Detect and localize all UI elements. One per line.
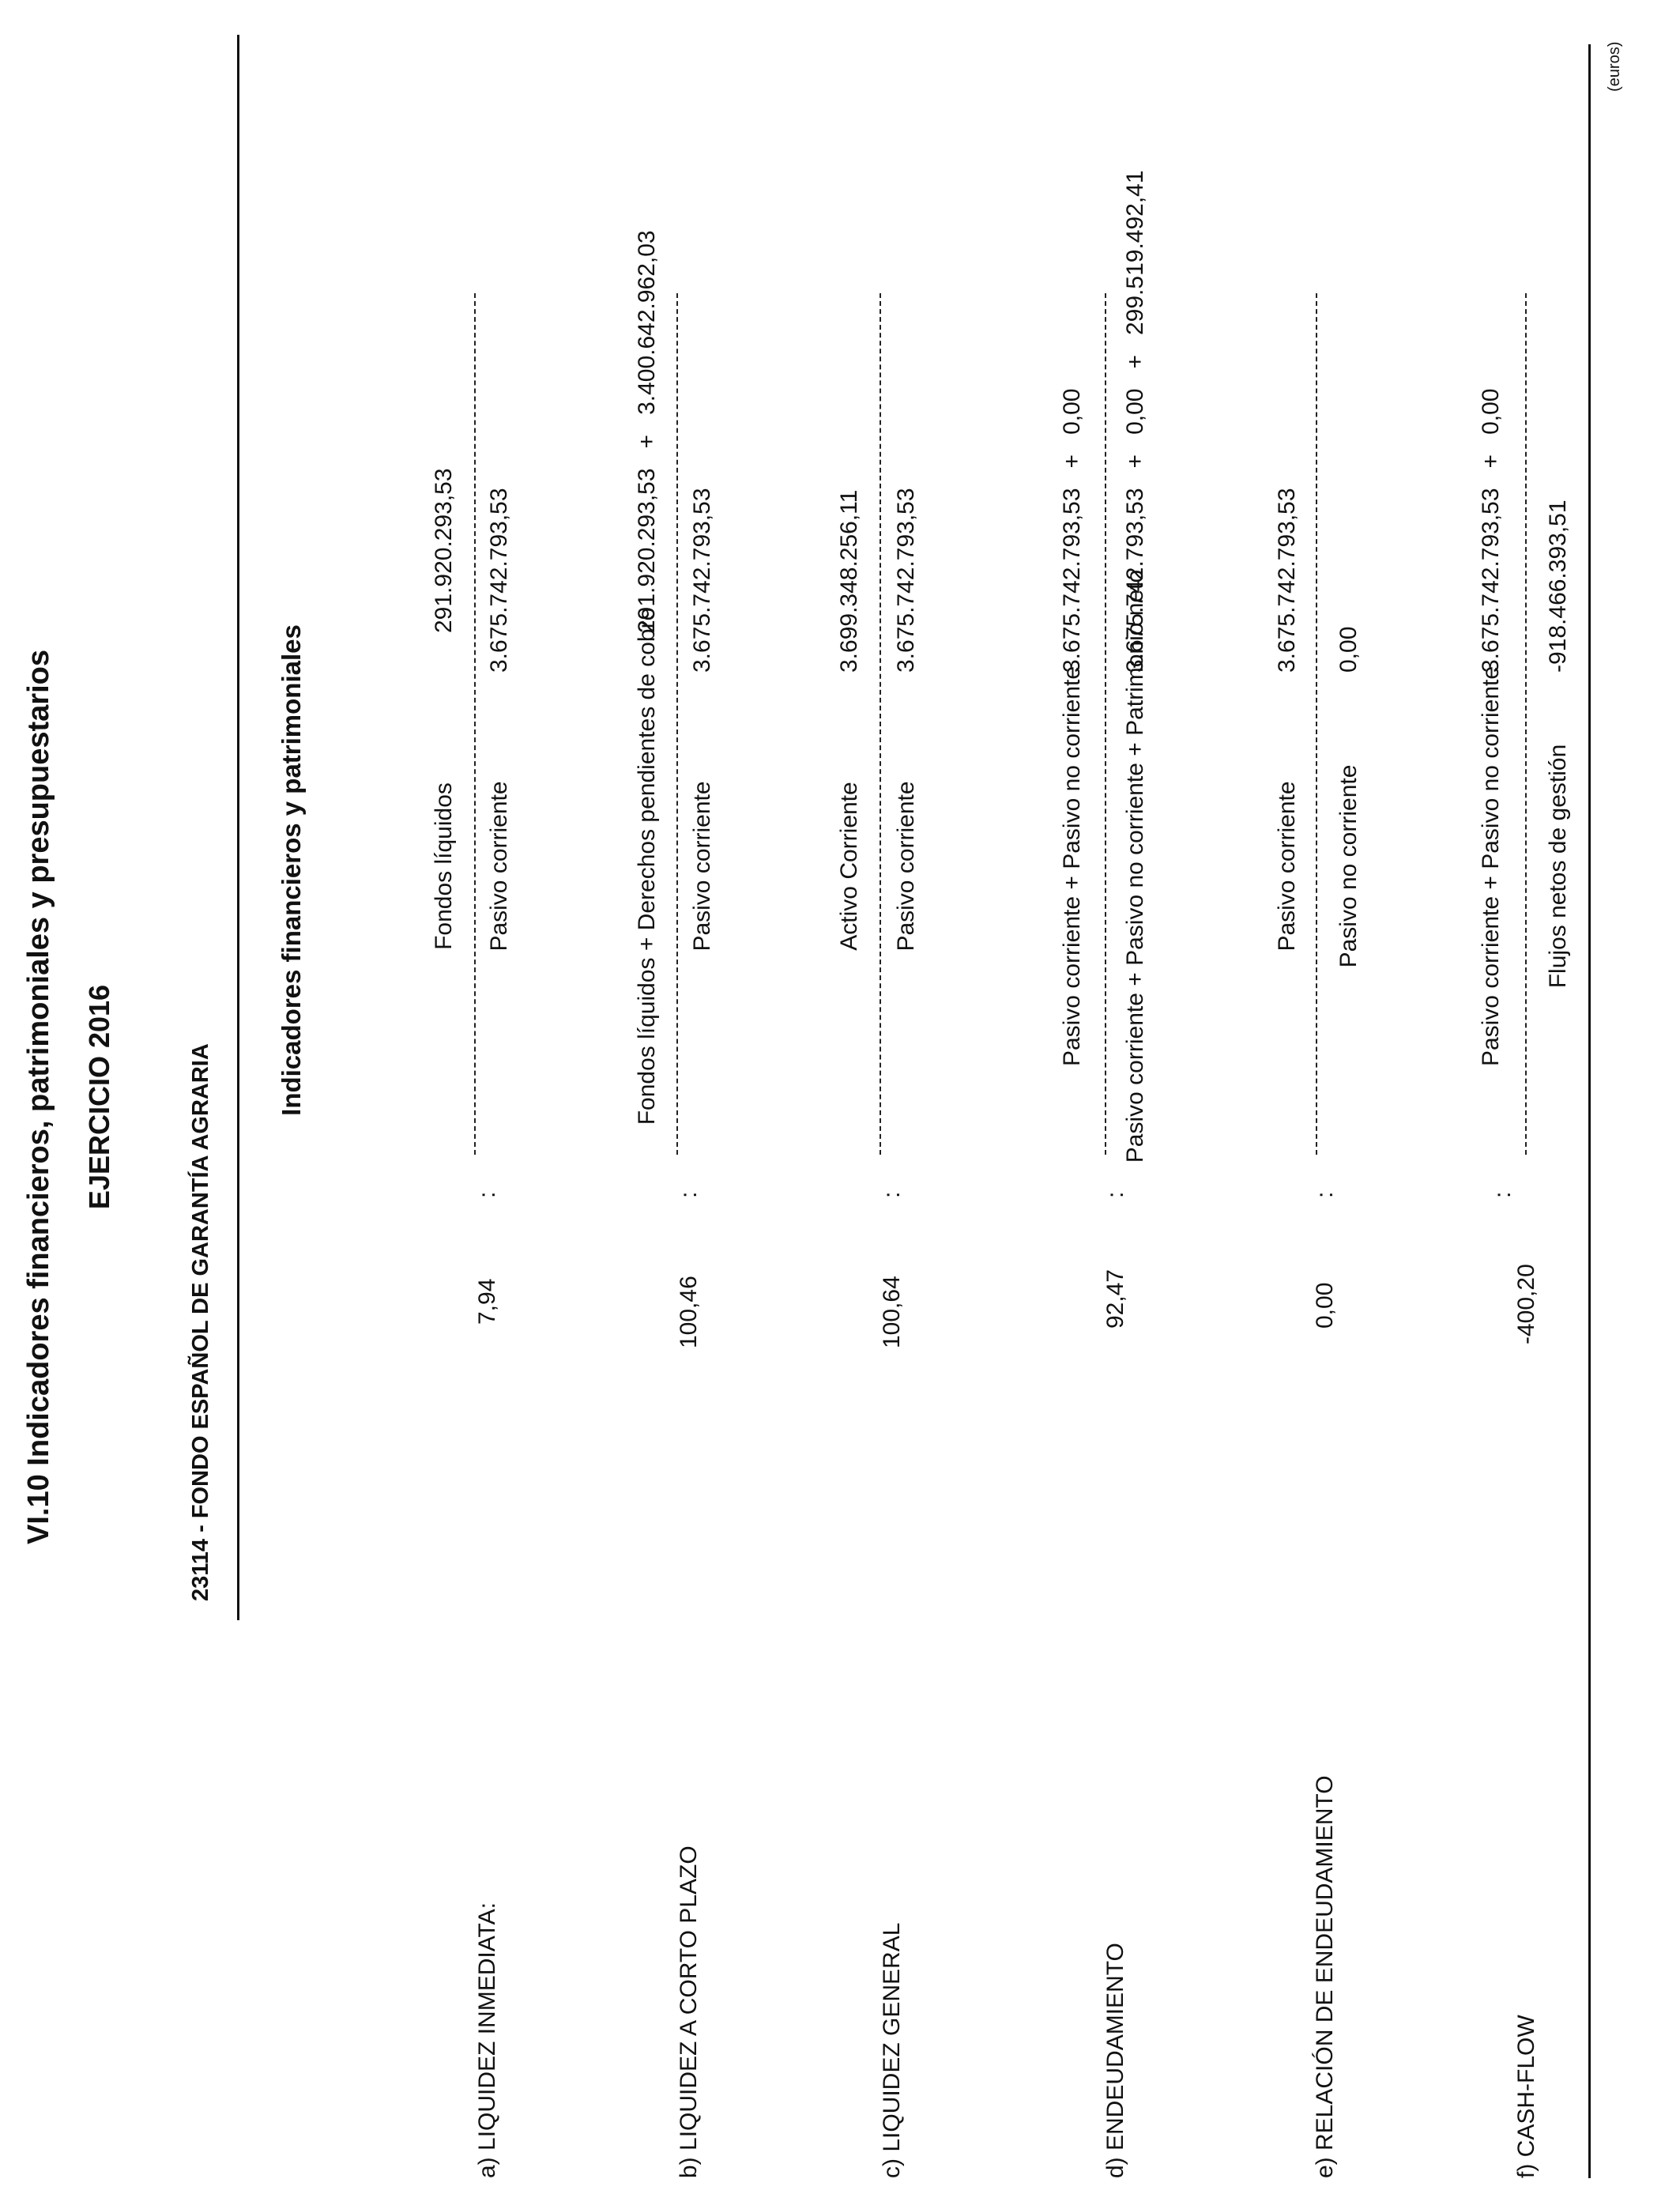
section-title: Indicadores financieros y patrimoniales [277, 624, 306, 1116]
numerator-values: 3.675.742.793,53 + 0,00 [1059, 388, 1085, 673]
formula-denominator: Pasivo corriente [689, 781, 715, 952]
denominator-values: 3.675.742.793,53 + 0,00 + 299.519.492,41 [1122, 170, 1148, 673]
denominator-values: 3.675.742.793,53 [893, 488, 919, 673]
indicator-value: 92,47 [1102, 1269, 1128, 1329]
indicator-value: 100,64 [879, 1276, 905, 1348]
indicator-label: c) LIQUIDEZ GENERAL [879, 1922, 905, 2178]
indicator-separator: : [879, 1191, 905, 1198]
indicator-label: b) LIQUIDEZ A CORTO PLAZO [676, 1845, 702, 2178]
formula-numerator: Pasivo corriente + Pasivo no corriente [1059, 665, 1085, 1067]
fraction-line [1525, 293, 1527, 1155]
formula-numerator: Fondos líquidos [431, 782, 457, 950]
fraction-line [880, 293, 881, 1155]
formula-denominator: Pasivo corriente [893, 781, 919, 952]
indicator-value: 0,00 [1312, 1282, 1338, 1329]
fraction-line [1316, 293, 1317, 1155]
right-rule [1588, 44, 1591, 2178]
indicator-value: 7,94 [474, 1278, 500, 1325]
numerator-values: 3.675.742.793,53 + 0,00 [1478, 388, 1504, 673]
denominator-values: 3.675.742.793,53 [689, 488, 715, 673]
numerator-values: 3.699.348.256,11 [836, 489, 862, 673]
formula-denominator: Pasivo corriente + Pasivo no corriente + Patrimonio neto [1122, 569, 1148, 1163]
indicator-separator: : [1490, 1191, 1516, 1198]
units-label: (euros) [1606, 41, 1623, 92]
formula-denominator: Pasivo no corriente [1335, 764, 1362, 968]
fiscal-year: EJERCICIO 2016 [83, 984, 115, 1210]
denominator-values: 0,00 [1335, 626, 1362, 673]
numerator-values: 3.675.742.793,53 [1274, 488, 1300, 673]
header-rule-bottom [237, 35, 239, 1620]
fraction-line [474, 293, 476, 1155]
formula-numerator: Activo Corriente [836, 782, 862, 951]
formula-denominator: Pasivo corriente [486, 781, 512, 952]
indicator-label: a) LIQUIDEZ INMEDIATA: [474, 1902, 500, 2178]
indicator-label: e) RELACIÓN DE ENDEUDAMIENTO [1312, 1775, 1338, 2178]
denominator-values: 3.675.742.793,53 [486, 488, 512, 673]
numerator-values: 291.920.293,53 [431, 468, 457, 633]
fraction-line [676, 293, 678, 1155]
formula-numerator: Pasivo corriente + Pasivo no corriente [1478, 665, 1504, 1067]
indicator-label: d) ENDEUDAMIENTO [1102, 1943, 1128, 2178]
indicator-value: 100,46 [676, 1276, 702, 1348]
formula-numerator: Fondos líquidos + Derechos pendientes de cobro [634, 607, 660, 1125]
fraction-line [1105, 293, 1106, 1155]
numerator-values: 291.920.293,53 + 3.400.642.962,03 [634, 230, 660, 633]
indicator-separator: : [676, 1191, 702, 1198]
formula-denominator: Flujos netos de gestión [1545, 744, 1571, 989]
indicator-value: -400,20 [1513, 1264, 1539, 1344]
indicator-separator: : [1102, 1191, 1128, 1198]
report-title: VI.10 Indicadores financieros, patrimoniales y presupuestarios [22, 650, 55, 1544]
indicator-separator: : [474, 1191, 500, 1198]
formula-numerator: Pasivo corriente [1274, 781, 1300, 952]
indicator-separator: : [1312, 1191, 1338, 1198]
entity-name: 23114 - FONDO ESPAÑOL DE GARANTÍA AGRARIA [188, 1043, 213, 1601]
denominator-values: -918.466.393,51 [1545, 499, 1571, 673]
indicator-label: f) CASH-FLOW [1513, 2015, 1539, 2178]
